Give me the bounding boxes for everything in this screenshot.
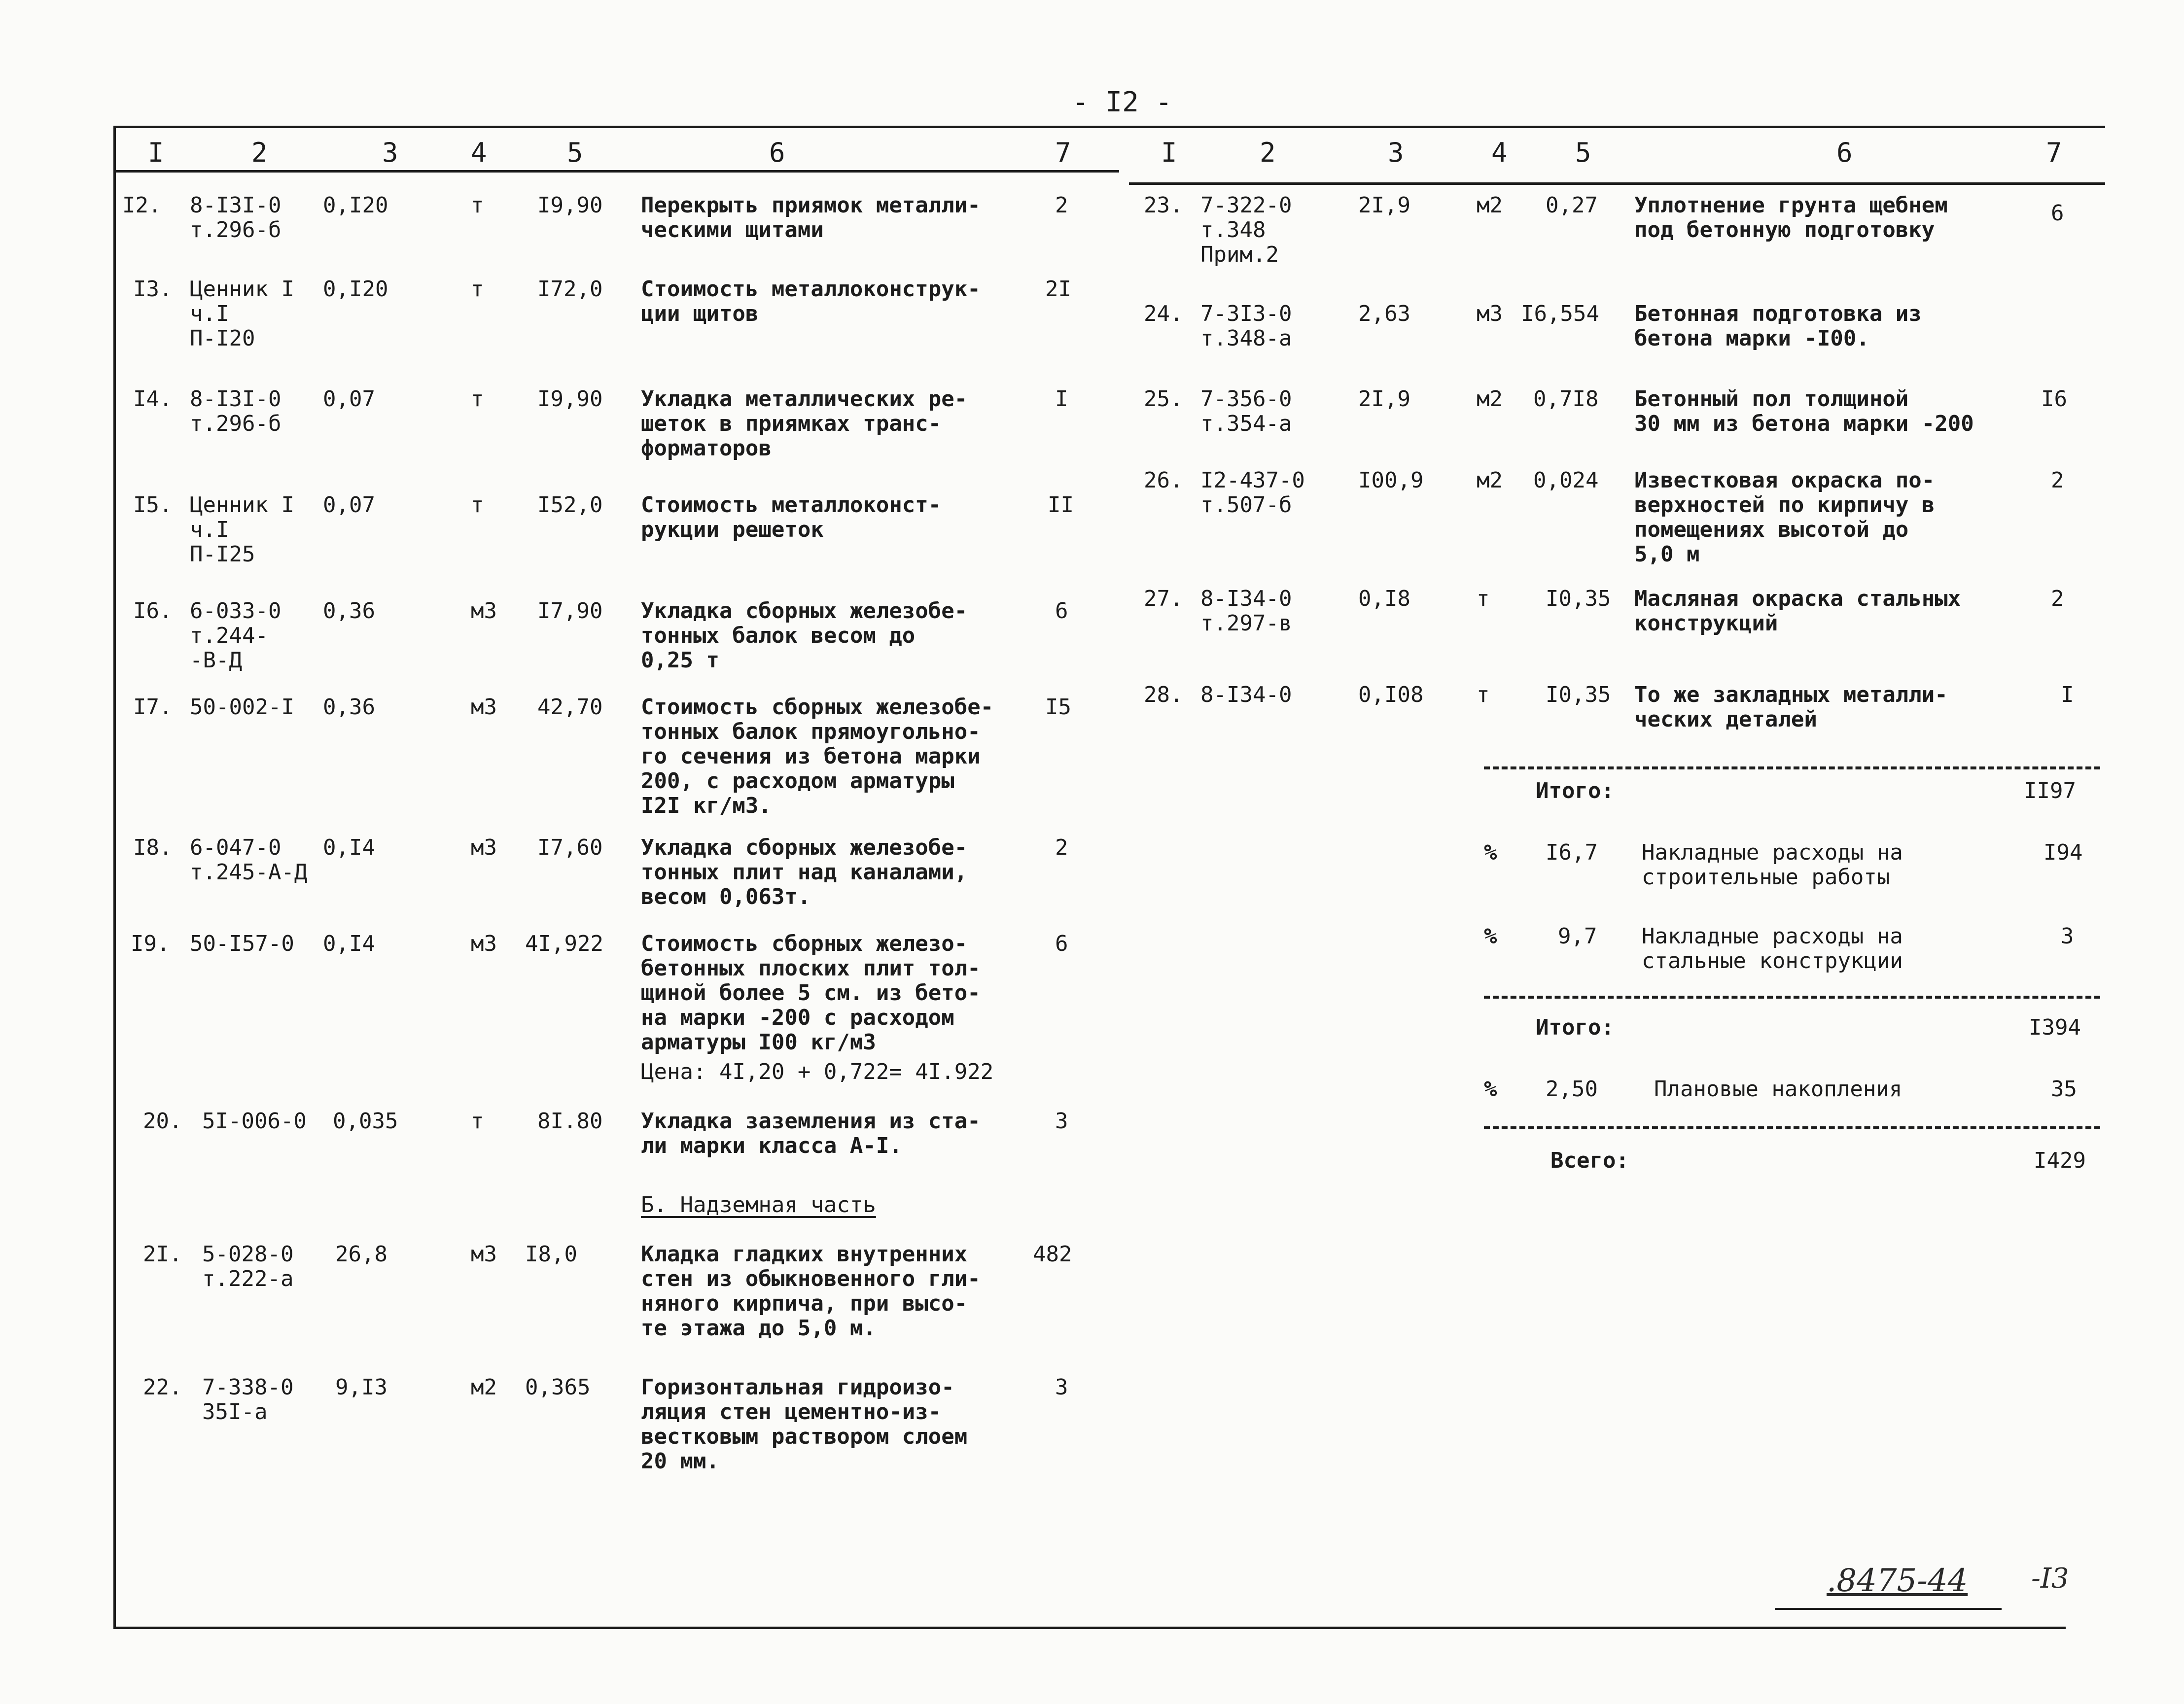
quantity: 26,8 bbox=[335, 1242, 387, 1267]
unit-price: I0,35 bbox=[1546, 682, 1611, 707]
col-header-right-5: 5 bbox=[1575, 137, 1591, 168]
table-left-rule bbox=[113, 126, 116, 1627]
unit: м3 bbox=[471, 598, 497, 624]
section-title: Б. Надземная часть bbox=[641, 1192, 876, 1217]
norm-code: 8-I34-0 т.297-в bbox=[1200, 586, 1292, 636]
summary-label: Накладные расходы на стальные конструкции bbox=[1642, 924, 1903, 974]
description: Горизонтальная гидроизо- ляция стен цементно-из- вестковым раствором слоем 20 мм. bbox=[641, 1375, 968, 1474]
total: 2I bbox=[1045, 277, 1071, 302]
unit-price: I7,90 bbox=[537, 598, 603, 624]
norm-code: 7-338-0 35I-а bbox=[202, 1375, 294, 1425]
norm-code: 8-I3I-0 т.296-б bbox=[190, 386, 282, 436]
norm-code: 8-I3I-0 т.296-б bbox=[190, 193, 282, 243]
col-header-right-4: 4 bbox=[1491, 137, 1508, 168]
description: Кладка гладких внутренних стен из обыкновенного гли- няного кирпича, при высо- те этажа до 5,0 м. bbox=[641, 1242, 981, 1341]
total: 3 bbox=[1055, 1109, 1068, 1134]
col-header-left-2: 2 bbox=[251, 137, 268, 168]
summary-rate: I6,7 bbox=[1546, 840, 1598, 865]
corner-mark: -I3 bbox=[2031, 1563, 2069, 1595]
unit: м2 bbox=[471, 1375, 497, 1400]
summary-rate: 9,7 bbox=[1558, 924, 1597, 949]
quantity: 0,035 bbox=[333, 1109, 398, 1134]
norm-code: 8-I34-0 bbox=[1200, 682, 1292, 707]
unit: т bbox=[1477, 682, 1490, 707]
total: 2 bbox=[2051, 468, 2064, 493]
col-header-left-6: 6 bbox=[769, 137, 785, 168]
total: 6 bbox=[1055, 931, 1068, 956]
quantity: I00,9 bbox=[1358, 468, 1424, 493]
row-number: 26. bbox=[1144, 468, 1183, 493]
description: Стоимость металлоконструк- ции щитов bbox=[641, 277, 981, 326]
unit: т bbox=[471, 277, 484, 302]
unit-price: 4I,922 bbox=[525, 931, 603, 956]
summary-label: Итого: bbox=[1536, 1015, 1614, 1040]
unit-price: I6,554 bbox=[1521, 301, 1599, 326]
header-rule-right bbox=[1129, 182, 2105, 185]
row-number: I2. bbox=[122, 193, 162, 218]
total: I bbox=[1055, 386, 1068, 412]
unit: т bbox=[471, 1109, 484, 1134]
percent-sign: % bbox=[1484, 1077, 1497, 1102]
quantity: 2,63 bbox=[1358, 301, 1410, 326]
summary-total: I94 bbox=[2043, 840, 2083, 865]
col-header-left-1: I bbox=[148, 137, 164, 168]
description: Укладка заземления из ста- ли марки класса А-I. bbox=[641, 1109, 981, 1158]
unit: м3 bbox=[1477, 301, 1503, 326]
row-number: I5. bbox=[133, 492, 173, 518]
summary-total: 35 bbox=[2051, 1077, 2077, 1102]
quantity: 0,I8 bbox=[1358, 586, 1410, 611]
row-number: 23. bbox=[1144, 193, 1183, 218]
total: 2 bbox=[1055, 193, 1068, 218]
row-number: 25. bbox=[1144, 386, 1183, 412]
norm-code: 50-002-I bbox=[190, 695, 294, 720]
unit-price: I8,0 bbox=[525, 1242, 577, 1267]
summary-divider bbox=[1484, 996, 2100, 999]
total: 6 bbox=[1055, 598, 1068, 624]
quantity: 0,07 bbox=[323, 492, 375, 518]
unit: м3 bbox=[471, 1242, 497, 1267]
col-header-right-3: 3 bbox=[1388, 137, 1404, 168]
unit-price: 8I.80 bbox=[537, 1109, 603, 1134]
row-number: 22. bbox=[143, 1375, 182, 1400]
unit: м2 bbox=[1477, 386, 1503, 412]
norm-code: 6-033-0 т.244- -В-Д bbox=[190, 598, 282, 673]
table-top-rule bbox=[113, 126, 2105, 128]
row-number: I3. bbox=[133, 277, 173, 302]
norm-code: 5-028-0 т.222-а bbox=[202, 1242, 294, 1291]
header-rule-left bbox=[113, 170, 1119, 173]
summary-total: I429 bbox=[2034, 1148, 2086, 1173]
norm-code: 50-I57-0 bbox=[190, 931, 294, 956]
unit-price: I9,90 bbox=[537, 193, 603, 218]
description: Бетонная подготовка из бетона марки -I00. bbox=[1634, 301, 1922, 351]
row-number: I8. bbox=[133, 835, 173, 860]
unit: т bbox=[471, 492, 484, 518]
unit-price: I7,60 bbox=[537, 835, 603, 860]
description: Бетонный пол толщиной 30 мм из бетона марки -200 bbox=[1634, 386, 1974, 436]
row-number: I6. bbox=[133, 598, 173, 624]
percent-sign: % bbox=[1484, 840, 1497, 865]
col-header-left-4: 4 bbox=[471, 137, 487, 168]
page-number: - I2 - bbox=[1072, 86, 1172, 118]
norm-code: Ценник I ч.I П-I25 bbox=[190, 492, 294, 567]
quantity: 0,36 bbox=[323, 695, 375, 720]
unit-price: I52,0 bbox=[537, 492, 603, 518]
summary-divider bbox=[1484, 1126, 2100, 1129]
summary-label: Плановые накопления bbox=[1654, 1077, 1902, 1102]
total: I bbox=[2061, 682, 2074, 707]
total: 6 bbox=[2051, 201, 2064, 226]
unit: м2 bbox=[1477, 193, 1503, 218]
col-header-right-2: 2 bbox=[1260, 137, 1276, 168]
quantity: 0,I20 bbox=[323, 277, 388, 302]
summary-label: Накладные расходы на строительные работы bbox=[1642, 840, 1903, 890]
description: Укладка сборных железобе- тонных плит над каналами, весом 0,063т. bbox=[641, 835, 968, 909]
norm-code: I2-437-0 т.507-б bbox=[1200, 468, 1305, 518]
summary-total: II97 bbox=[2024, 778, 2076, 803]
description: Известковая окраска по- верхностей по кирпичу в помещениях высотой до 5,0 м bbox=[1634, 468, 1935, 567]
norm-code: 7-322-0 т.348 Прим.2 bbox=[1200, 193, 1292, 267]
unit: м3 bbox=[471, 695, 497, 720]
row-number: I9. bbox=[131, 931, 170, 956]
quantity: 0,I20 bbox=[323, 193, 388, 218]
description: То же закладных металли- ческих деталей bbox=[1634, 682, 1948, 732]
total: 482 bbox=[1033, 1242, 1072, 1267]
row-number: I4. bbox=[133, 386, 173, 412]
norm-code: 7-356-0 т.354-а bbox=[1200, 386, 1292, 436]
unit-price: 0,024 bbox=[1533, 468, 1599, 493]
total: II bbox=[1048, 492, 1074, 518]
quantity: 0,07 bbox=[323, 386, 375, 412]
col-header-right-1: I bbox=[1161, 137, 1177, 168]
col-header-left-7: 7 bbox=[1055, 137, 1071, 168]
quantity: 2I,9 bbox=[1358, 386, 1410, 412]
row-number: 24. bbox=[1144, 301, 1183, 326]
total: I6 bbox=[2041, 386, 2067, 412]
summary-total: 3 bbox=[2061, 924, 2074, 949]
col-header-right-7: 7 bbox=[2046, 137, 2062, 168]
total: 2 bbox=[2051, 586, 2064, 611]
summary-rate: 2,50 bbox=[1546, 1077, 1598, 1102]
quantity: 0,I4 bbox=[323, 835, 375, 860]
unit-price: I0,35 bbox=[1546, 586, 1611, 611]
unit: т bbox=[471, 386, 484, 412]
summary-label: Итого: bbox=[1536, 778, 1614, 803]
unit-price: I72,0 bbox=[537, 277, 603, 302]
row-number: 20. bbox=[143, 1109, 182, 1134]
description: Стоимость металлоконст- рукции решеток bbox=[641, 492, 942, 542]
unit: т bbox=[1477, 586, 1490, 611]
unit-price: 0,365 bbox=[525, 1375, 591, 1400]
norm-code: 5I-006-0 bbox=[202, 1109, 307, 1134]
unit-price: 42,70 bbox=[537, 695, 603, 720]
summary-total: I394 bbox=[2029, 1015, 2081, 1040]
row-number: 27. bbox=[1144, 586, 1183, 611]
norm-code: Ценник I ч.I П-I20 bbox=[190, 277, 294, 351]
norm-code: 7-3I3-0 т.348-а bbox=[1200, 301, 1292, 351]
total: 2 bbox=[1055, 835, 1068, 860]
norm-code: 6-047-0 т.245-А-Д bbox=[190, 835, 308, 885]
unit: м2 bbox=[1477, 468, 1503, 493]
description: Стоимость сборных железо- бетонных плоских плит тол- щиной более 5 см. из бето- на марки -200 с расходом арматуры I00 кг/м3 bbox=[641, 931, 981, 1055]
quantity: 2I,9 bbox=[1358, 193, 1410, 218]
quantity: 0,36 bbox=[323, 598, 375, 624]
row-number: I7. bbox=[133, 695, 173, 720]
handwritten-document-number: .8475-44 bbox=[1827, 1563, 1968, 1599]
unit-price: 0,7I8 bbox=[1533, 386, 1599, 412]
col-header-right-6: 6 bbox=[1836, 137, 1853, 168]
description: Масляная окраска стальных конструкций bbox=[1634, 586, 1961, 636]
quantity: 9,I3 bbox=[335, 1375, 387, 1400]
percent-sign: % bbox=[1484, 924, 1497, 949]
col-header-left-5: 5 bbox=[567, 137, 583, 168]
unit: м3 bbox=[471, 835, 497, 860]
summary-divider bbox=[1484, 766, 2100, 769]
unit-price: I9,90 bbox=[537, 386, 603, 412]
signature-underline bbox=[1775, 1608, 2002, 1610]
table-bottom-rule bbox=[113, 1627, 2066, 1629]
col-header-left-3: 3 bbox=[382, 137, 398, 168]
total: I5 bbox=[1045, 695, 1071, 720]
price-calculation-note: Цена: 4I,20 + 0,722= 4I.922 bbox=[641, 1059, 994, 1084]
quantity: 0,I08 bbox=[1358, 682, 1424, 707]
row-number: 2I. bbox=[143, 1242, 182, 1267]
quantity: 0,I4 bbox=[323, 931, 375, 956]
total: 3 bbox=[1055, 1375, 1068, 1400]
unit: м3 bbox=[471, 931, 497, 956]
description: Перекрыть приямок металли- ческими щитами bbox=[641, 193, 981, 243]
description: Укладка сборных железобе- тонных балок весом до 0,25 т bbox=[641, 598, 968, 673]
summary-label: Всего: bbox=[1550, 1148, 1629, 1173]
description: Стоимость сборных железобе- тонных балок прямоугольно- го сечения из бетона марки 200, с расходом арматуры I2I кг/м3. bbox=[641, 695, 994, 818]
unit-price: 0,27 bbox=[1546, 193, 1598, 218]
description: Укладка металлических ре- шеток в приямках транс- форматоров bbox=[641, 386, 968, 461]
unit: т bbox=[471, 193, 484, 218]
description: Уплотнение грунта щебнем под бетонную подготовку bbox=[1634, 193, 1948, 243]
row-number: 28. bbox=[1144, 682, 1183, 707]
